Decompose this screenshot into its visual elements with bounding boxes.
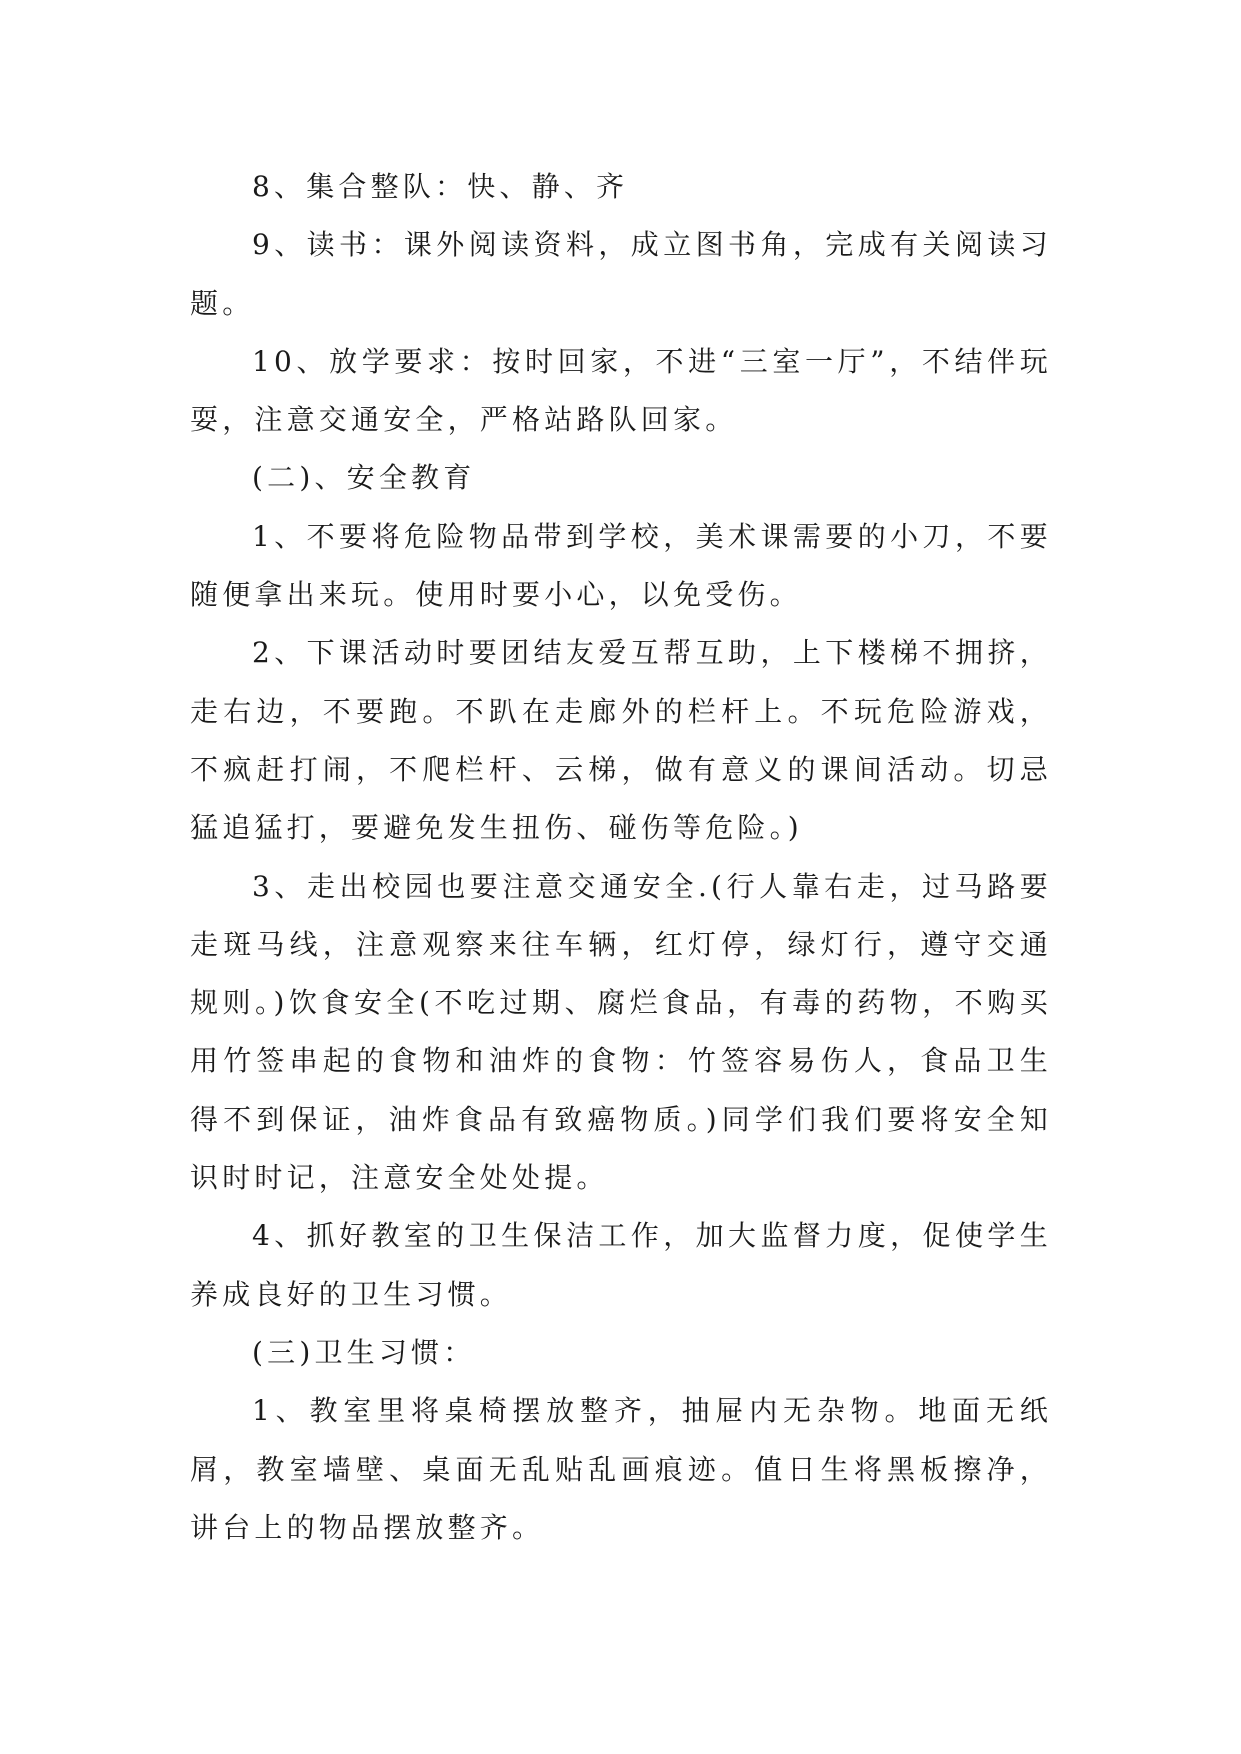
paragraph-item-8-assembly: 8、集合整队：快、静、齐 [252, 170, 629, 203]
section-heading-safety-education: (二)、安全教育 [252, 461, 476, 495]
document-body [190, 158, 1052, 1557]
paragraph-hygiene-1-classroom: 1、教室里将桌椅摆放整齐，抽屉内无杂物。地面无纸屑，教室墙壁、桌面无乱贴乱画痕迹。值日生将黑板擦净，讲台上的物品摆放整齐。 [190, 1394, 1052, 1544]
paragraph-safety-1-dangerous-items: 1、不要将危险物品带到学校，美术课需要的小刀，不要随便拿出来玩。使用时要小心，以免受伤。 [190, 519, 1052, 612]
paragraph-safety-4-cleaning: 4、抓好教室的卫生保洁工作，加大监督力度，促使学生养成良好的卫生习惯。 [190, 1219, 1052, 1311]
section-heading-hygiene-habits: (三)卫生习惯： [252, 1335, 476, 1369]
paragraph-item-9-reading: 9、读书：课外阅读资料，成立图书角，完成有关阅读习题。 [190, 228, 1052, 320]
paragraph-safety-2-recess: 2、下课活动时要团结友爱互帮互助，上下楼梯不拥挤，走右边，不要跑。不趴在走廊外的栏杆上。不玩危险游戏，不疯赶打闹，不爬栏杆、云梯，做有意义的课间活动。切忌猛追猛打，要避免发生扭伤、碰伤等危险。) [190, 636, 1052, 845]
paragraph-item-10-dismissal: 10、放学要求：按时回家，不进“三室一厅”，不结伴玩耍，注意交通安全，严格站路队回家。 [190, 344, 1052, 437]
paragraph-safety-3-traffic-food: 3、走出校园也要注意交通安全.(行人靠右走，过马路要走斑马线，注意观察来往车辆，红灯停，绿灯行，遵守交通规则。)饮食安全(不吃过期、腐烂食品，有毒的药物，不购买用竹签串起的食物和油炸的食物：竹签容易伤人，食品卫生得不到保证，油炸食品有致癌物质。)同学们我们要将安全知识时时记，注意安全处处提。 [190, 869, 1052, 1195]
